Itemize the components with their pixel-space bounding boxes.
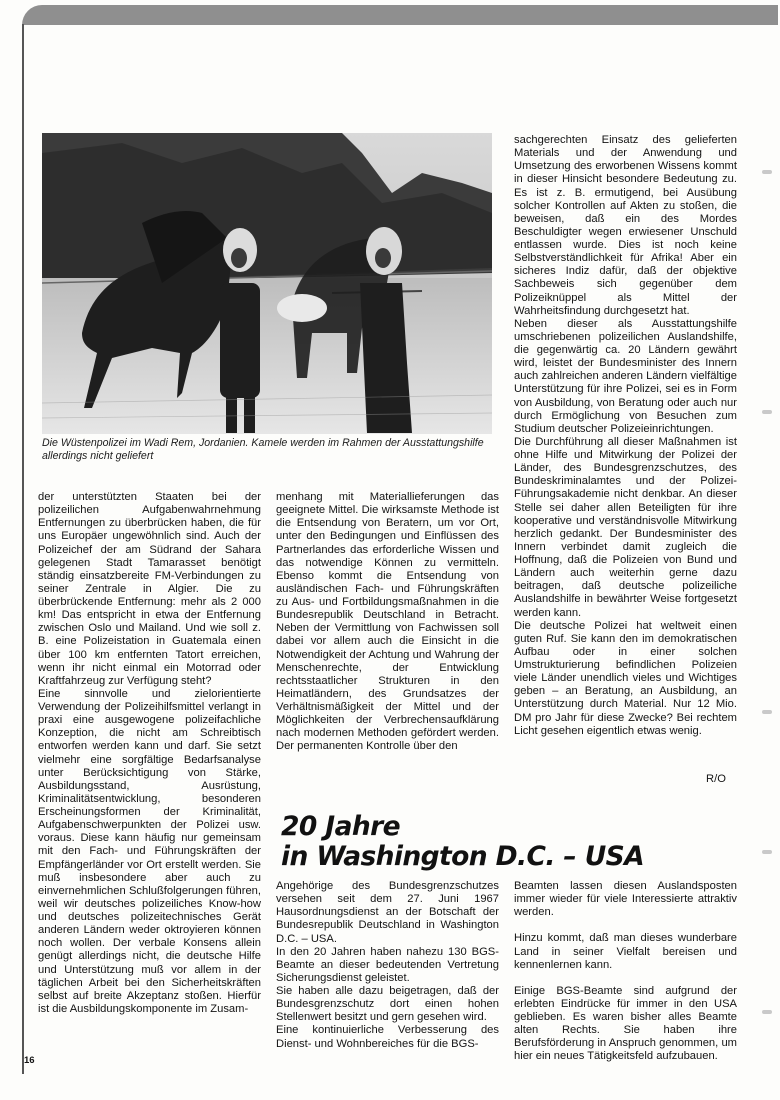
paragraph: Einige BGS-Beamte sind aufgrund der erlebten Eindrücke für immer in den USA geblieben. Es waren bisher alles Beamte alten Rechts. Sie haben ihre Berufsförderung in Anspruch genommen, um hier ein neues Tätigkeitsfeld aufzubauen. xyxy=(514,984,737,1063)
paragraph: Eine sinnvolle und zielorientierte Verwendung der Polizeihilfsmittel verlangt in praxi eine ausgewogene polizeifachliche Konzeption, die nicht am Schreibtisch entworfen werden kann und darf. Sie setzt vielmehr eine sorgfältige Bedarfsanalyse unter Berücksichtigung von Stärke, Ausbildungsstand, Ausrüstung, Kriminalitätsentwicklung, besonderen Erscheinungsformen der Kriminalität, Aufgabenschwerpunkten der Polizei usw. voraus. Diese kann häufig nur gemeinsam mit den Fach- und Führungskräften der Empfängerländer vor Ort erstellt werden. Sie muß insbesondere aber auch zu einvernehmlichen Schlußfolgerungen führen, weil wir deutsches polizeiliches Know-how und deutsches polizeitechnisches Gerät anderen Ländern weder oktroyieren können noch wollen. Der verbale Konsens allein genügt allerdings nicht, die deutsche Hilfe und Unterstützung muß vor allem in der täglichen Arbeit bei den Sicherheitskräften selbst auf breite Akzeptanz stoßen. Hierfür ist die Ausbildungskomponente im Zusam- xyxy=(38,687,261,1015)
headline-line-1: 20 Jahre xyxy=(281,811,400,842)
page-header-band xyxy=(22,5,778,25)
article-column-2 xyxy=(514,880,737,1064)
paragraph: der unterstützten Staaten bei der polizeilichen Aufgabenwahrnehmung Entfernungen zu überbrücken haben, die für uns Europäer ungewöhnlich sind. Auch der Polizeichef der am Südrand der Sahara gelegenen Stadt Tamarasset benötigt ständig einsatzbereite FM-Verbindungen zu seiner Zentrale in Algier. Die zu überbrückende Entfernung: mehr als 2 000 km! Das entspricht in etwa der Entfernung zwischen Oslo und Mailand. Und wie soll z. B. eine Polizeistation in Guatemala einen über 100 km entfernten Tatort erreichen, wenn ihr nicht einmal ein Motorrad oder Kraftfahrzeug zur Verfügung steht? xyxy=(38,491,261,687)
paragraph: Die deutsche Polizei hat weltweit einen guten Ruf. Sie kann den im demokratischen Aufbau oder in einer solchen Umstrukturierung befindlichen Polizeien viele Länder unendlich vieles und Wichtiges geben – an Beratung, an Ausbildung, an Unterstützung durch Material. Nur 12 Mio. DM pro Jahr für diese Zwecke? Bei rechtem Licht gesehen eigentlich etwas wenig. xyxy=(514,619,737,737)
text-column-left xyxy=(38,491,261,1016)
text-column-middle xyxy=(276,491,499,754)
paragraph: In den 20 Jahren haben nahezu 130 BGS-Beamte an dieser bedeutenden Vertretung Sicherungsdienst geleistet. xyxy=(276,945,499,984)
scan-edge-marks xyxy=(762,150,776,1050)
photo-caption: Die Wüstenpolizei im Wadi Rem, Jordanien. Kamele werden im Rahmen der Ausstattungshilfe allerdings nicht geliefert xyxy=(42,437,484,462)
paragraph: sachgerechten Einsatz des gelieferten Materials und der Anwendung und Umsetzung des erworbenen Wissens kommt in dieser Hinsicht besondere Bedeutung zu. Es ist z. B. ermutigend, bei Ausübung solcher Kontrollen auf Akten zu stoßen, die beweisen, daß ein des Mordes Beschuldigter wegen erwiesener Unschuld entlassen wurde. Dies ist noch keine Selbstverständlichkeit für Afrika! Aber ein sicheres Indiz dafür, daß der objektive Sachbeweis sich gegenüber dem Polizeiknüppel als Mittel der Wahrheitsfindung durchgesetzt hat. xyxy=(514,134,737,317)
desert-police-photo xyxy=(42,133,492,434)
author-signature: R/O xyxy=(706,773,726,785)
headline-line-2: in Washington D.C. – USA xyxy=(281,840,645,872)
paragraph: Neben dieser als Ausstattungshilfe umschriebenen polizeilichen Auslandshilfe, die gegenwärtig ca. 20 Ländern gewährt wird, leistet der Bundesminister des Innern auch zahlreichen anderen Ländern vielfältige Unterstützung für ihre Polizei, sei es in Form von Ausbildung, von Beratung oder auch nur durch Ermöglichung von Besuchen zum Studium deutscher Polizeieinrichtungen. xyxy=(514,317,737,435)
page-number: 16 xyxy=(24,1055,35,1066)
paragraph: Eine kontinuierliche Verbesserung des Dienst- und Wohnbereiches für die BGS- xyxy=(276,1024,499,1050)
paragraph: Sie haben alle dazu beigetragen, daß der Bundesgrenzschutz dort einen hohen Stellenwert besitzt und gern gesehen wird. xyxy=(276,985,499,1024)
left-margin-rule xyxy=(22,24,24,1074)
article-column-1 xyxy=(276,880,499,1051)
text-column-right-top xyxy=(514,134,737,738)
paragraph: menhang mit Materiallieferungen das geeignete Mittel. Die wirksamste Methode ist die Entsendung von Beratern, um vor Ort, unter den Bedingungen und Einflüssen des Partnerlandes das erforderliche Wissen und das notwendige Können zu vermitteln. Ebenso kommt die Entsendung von ausländischen Fach- und Führungskräften zu Aus- und Fortbildungsmaßnahmen in die Bundesrepublik Deutschland in Betracht. Neben der Vermittlung von Fachwissen soll dabei vor allem auch die Einsicht in die Notwendigkeit der Achtung und Wahrung der Menschenrechte, der Entwicklung rechtsstaatlicher Strukturen in den Heimatländern, des Grundsatzes der Verhältnismäßigkeit der Mittel und der Möglichkeiten der Verbrechensaufklärung nach modernen Methoden gefördert werden. Der permanenten Kontrolle über den xyxy=(276,491,499,753)
paragraph: Hinzu kommt, daß man dieses wunderbare Land in seiner Vielfalt bereisen und kennenlernen kann. xyxy=(514,932,737,971)
article-headline xyxy=(281,812,721,871)
paragraph: Angehörige des Bundesgrenzschutzes versehen seit dem 27. Juni 1967 Hausordnungsdienst an der Botschaft der Bundesrepublik Deutschland in Washington D.C. – USA. xyxy=(276,880,499,945)
paragraph: Beamten lassen diesen Auslandsposten immer wieder für viele Interessierte attraktiv werden. xyxy=(514,880,737,919)
paragraph: Die Durchführung all dieser Maßnahmen ist ohne Hilfe und Mitwirkung der Polizei der Länder, des Bundesgrenzschutzes, des Bundeskriminalamtes und der Polizei-Führungsakademie nicht denkbar. An dieser Stelle sei daher allen Beteiligten für ihre kooperative und verständnisvolle Mitwirkung herzlich gedankt. Der Bundesminister des Innern verbindet damit zugleich die Hoffnung, daß die Polizeien von Bund und Ländern auch weiterhin gerne dazu beitragen, daß deutsche polizeiliche Auslandshilfe in bewährter Weise fortgesetzt werden kann. xyxy=(514,435,737,619)
